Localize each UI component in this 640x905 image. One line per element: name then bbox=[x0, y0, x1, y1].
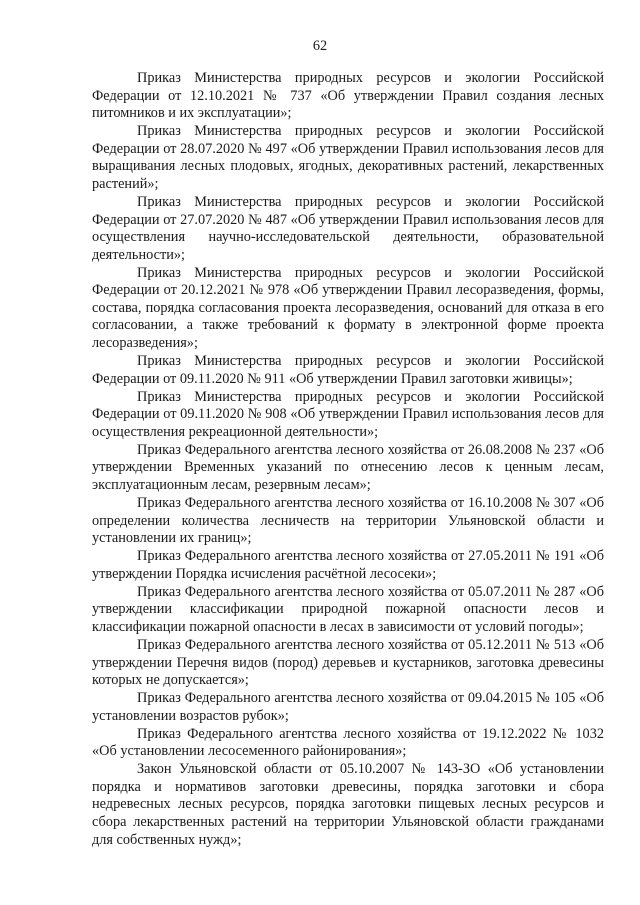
legal-reference-paragraph: Приказ Министерства природных ресурсов и экологии Российской Федерации от 09.11.2020 № 908 «Об утверждении Правил использования лесов для осуществления рекреационной деятельности»; bbox=[92, 388, 604, 440]
legal-reference-paragraph: Приказ Министерства природных ресурсов и экологии Российской Федерации от 09.11.2020 № 911 «Об утверждении Правил заготовки живицы»; bbox=[92, 353, 604, 387]
legal-reference-paragraph: Приказ Министерства природных ресурсов и экологии Российской Федерации от 20.12.2021 № 978 «Об утверждении Правил лесоразведения, формы, состава, порядка согласования проекта лесоразведения, оснований для отказа в его согласовании, а также требований к формату в электронной форме проекта лесоразведения»; bbox=[92, 264, 604, 352]
legal-reference-paragraph: Приказ Федерального агентства лесного хозяйства от 16.10.2008 № 307 «Об определении количества лесничеств на территории Ульяновской области и установлении их границ»; bbox=[92, 494, 604, 547]
legal-reference-paragraph: Приказ Министерства природных ресурсов и экологии Российской Федерации от 12.10.2021 № 737 «Об утверждении Правил создания лесных питомников и их эксплуатации»; bbox=[92, 70, 604, 122]
legal-reference-paragraph: Приказ Министерства природных ресурсов и экологии Российской Федерации от 27.07.2020 № 487 «Об утверждении Правил использования лесов для осуществления научно-исследовательской деятельности, образовательной деятельности»; bbox=[92, 193, 604, 263]
page-number: 62 bbox=[312, 38, 328, 54]
legal-reference-paragraph: Приказ Федерального агентства лесного хозяйства от 09.04.2015 № 105 «Об установлении возрастов рубок»; bbox=[92, 690, 604, 724]
legal-reference-paragraph: Приказ Федерального агентства лесного хозяйства от 05.12.2011 № 513 «Об утверждении Перечня видов (пород) деревьев и кустарников, заготовка древесины которых не допускается»; bbox=[92, 636, 604, 689]
legal-reference-paragraph: Приказ Федерального агентства лесного хозяйства от 27.05.2011 № 191 «Об утверждении Порядка исчисления расчётной лесосеки»; bbox=[92, 548, 604, 582]
legal-reference-paragraph: Приказ Федерального агентства лесного хозяйства от 26.08.2008 № 237 «Об утверждении Временных указаний по отнесению лесов к ценным лесам, эксплуатационным лесам, резервным лесам»; bbox=[92, 441, 604, 493]
legal-reference-paragraph: Приказ Министерства природных ресурсов и экологии Российской Федерации от 28.07.2020 № 497 «Об утверждении Правил использования лесов для выращивания лесных плодовых, ягодных, декоративных растений, лекарственных растений»; bbox=[92, 123, 604, 192]
legal-reference-paragraph: Приказ Федерального агентства лесного хозяйства от 05.07.2011 № 287 «Об утверждении классификации природной пожарной опасности лесов и классификации пожарной опасности в лесах в зависимости от условий погоды»; bbox=[92, 583, 604, 635]
legal-reference-paragraph: Приказ Федерального агентства лесного хозяйства от 19.12.2022 № 1032 «Об установлении лесосеменного районирования»; bbox=[92, 725, 604, 760]
document-body bbox=[92, 70, 604, 849]
legal-reference-paragraph: Закон Ульяновской области от 05.10.2007 № 143-ЗО «Об установлении порядка и нормативов заготовки древесины, порядка заготовки и сбора недревесных лесных ресурсов, порядка заготовки пищевых лесных ресурсов и сбора лекарственных растений на территории Ульяновской области гражданами для собственных нужд»; bbox=[92, 761, 604, 848]
